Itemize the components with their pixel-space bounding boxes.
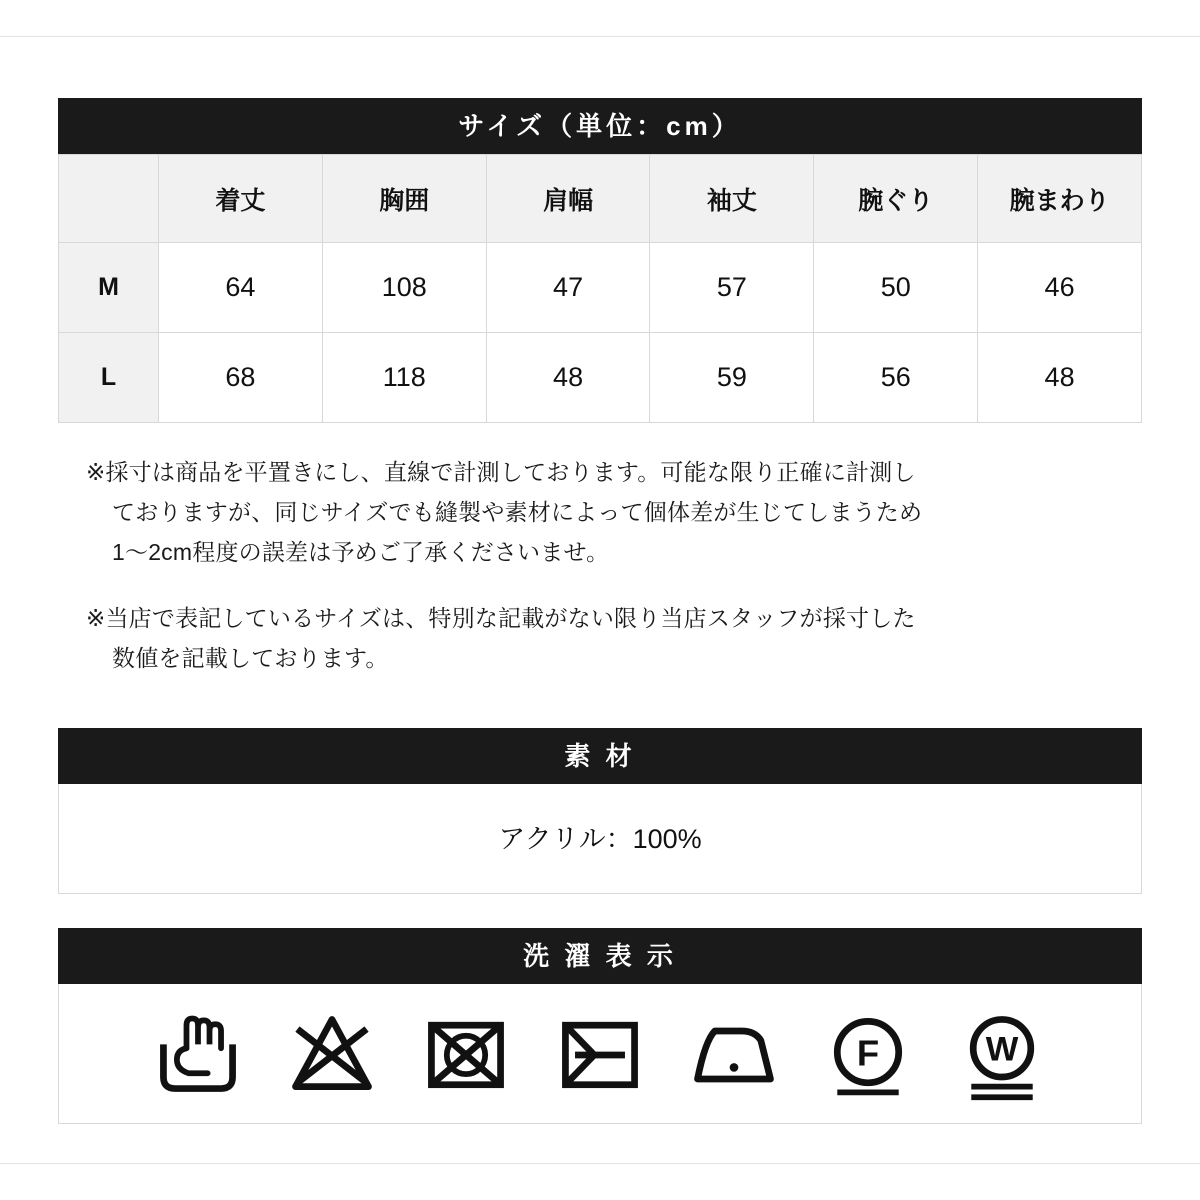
size-header-sleeve: 袖丈 — [650, 155, 814, 243]
size-row-label-m: M — [59, 243, 159, 333]
material-section-title: 素 材 — [58, 728, 1142, 784]
cell-l-armhole: 56 — [814, 333, 978, 423]
notes-section — [86, 452, 1106, 704]
cell-l-length: 68 — [159, 333, 323, 423]
size-row-label-l: L — [59, 333, 159, 423]
cell-m-shoulder: 47 — [486, 243, 650, 333]
size-header-bust: 胸囲 — [322, 155, 486, 243]
wet-clean-w-icon — [954, 1006, 1050, 1102]
care-section — [58, 928, 1142, 1124]
cell-l-bust: 118 — [322, 333, 486, 423]
svg-text:W: W — [985, 1030, 1019, 1069]
size-table-body — [59, 243, 1142, 423]
cell-m-sleeve: 57 — [650, 243, 814, 333]
size-header-corner — [59, 155, 159, 243]
care-icons-row — [58, 984, 1142, 1124]
note-staff-line1: ※当店で表記しているサイズは、特別な記載がない限り当店スタッフが採寸した — [86, 605, 916, 631]
cell-l-shoulder: 48 — [486, 333, 650, 423]
note-staff-line2: 数値を記載しております。 — [112, 645, 389, 671]
cell-m-length: 64 — [159, 243, 323, 333]
hand-wash-icon — [150, 1006, 246, 1102]
size-header-length: 着丈 — [159, 155, 323, 243]
iron-low-icon — [686, 1006, 782, 1102]
flat-dry-in-shade-icon — [552, 1006, 648, 1102]
size-section-title: サイズ（単位：cm） — [58, 98, 1142, 154]
note-measurement-line1: ※採寸は商品を平置きにし、直線で計測しております。可能な限り正確に計測し — [86, 459, 916, 485]
size-header-arm-circumference: 腕まわり — [978, 155, 1142, 243]
no-tumble-dry-icon — [418, 1006, 514, 1102]
size-header-shoulder: 肩幅 — [486, 155, 650, 243]
top-divider — [0, 36, 1200, 37]
care-section-title: 洗 濯 表 示 — [58, 928, 1142, 984]
table-header-row — [59, 155, 1142, 243]
note-measurement — [86, 452, 1106, 572]
cell-l-arm-circumference: 48 — [978, 333, 1142, 423]
table-row — [59, 243, 1142, 333]
note-measurement-line2: ておりますが、同じサイズでも縫製や素材によって個体差が生じてしまうため — [112, 499, 923, 525]
svg-text:F: F — [856, 1032, 880, 1074]
table-row — [59, 333, 1142, 423]
material-section — [58, 728, 1142, 894]
bottom-divider — [0, 1163, 1200, 1164]
size-header-armhole: 腕ぐり — [814, 155, 978, 243]
cell-m-arm-circumference: 46 — [978, 243, 1142, 333]
size-section — [58, 98, 1142, 423]
size-table — [58, 154, 1142, 423]
no-bleach-icon — [284, 1006, 380, 1102]
cell-l-sleeve: 59 — [650, 333, 814, 423]
cell-m-bust: 108 — [322, 243, 486, 333]
material-value: アクリル：100% — [58, 784, 1142, 894]
cell-m-armhole: 50 — [814, 243, 978, 333]
dry-clean-f-icon — [820, 1006, 916, 1102]
note-measurement-line3: 1〜2cm程度の誤差は予めご了承くださいませ。 — [112, 539, 610, 565]
note-staff — [86, 598, 1106, 678]
size-table-head — [59, 155, 1142, 243]
